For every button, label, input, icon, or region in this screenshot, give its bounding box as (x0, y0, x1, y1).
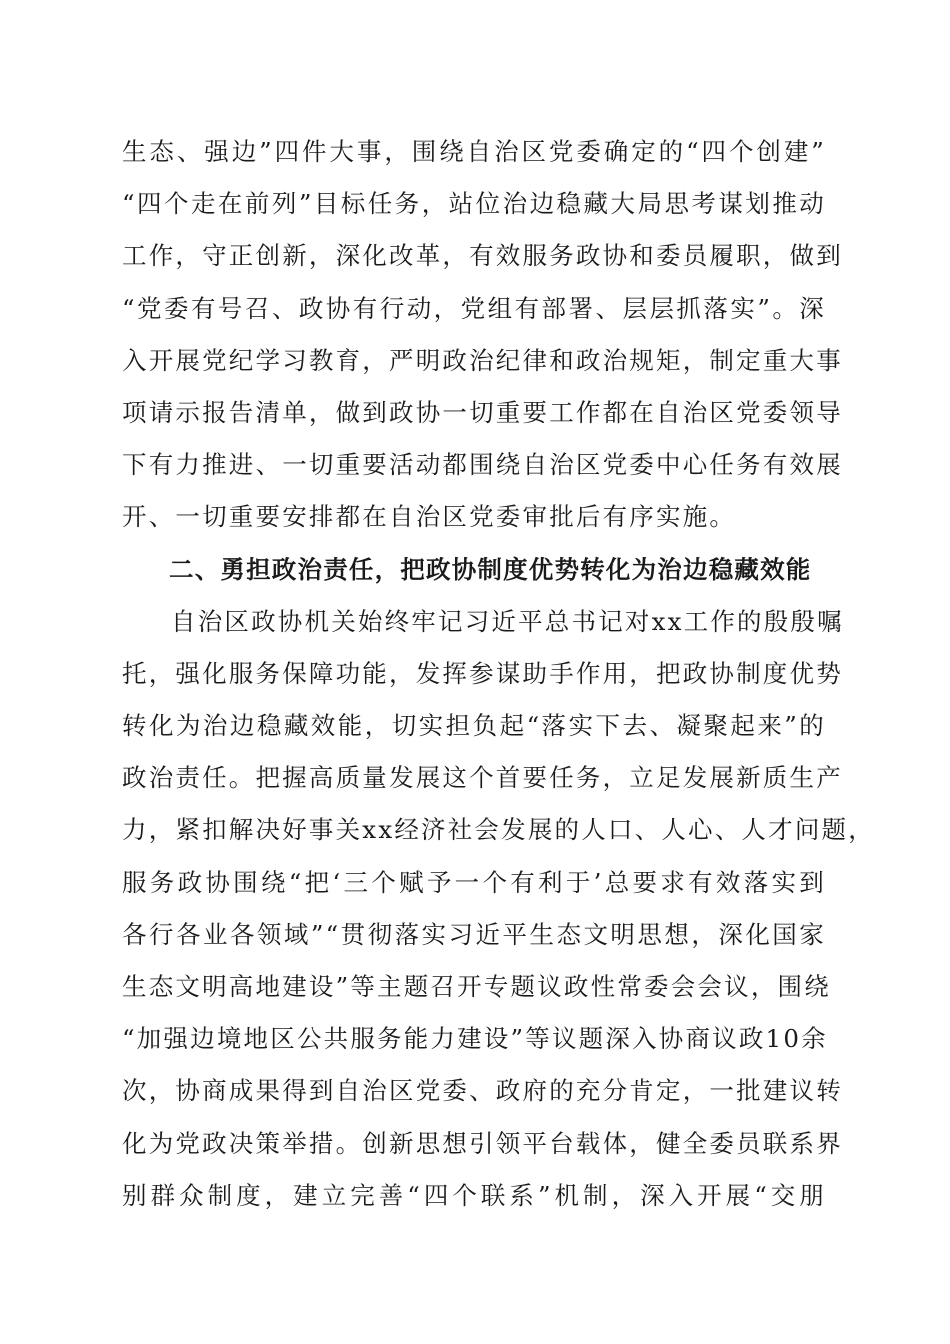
paragraph-line: 下有力推进、一切重要活动都围绕自治区党委中心任务有效展 (122, 450, 843, 480)
paragraph-line: 生态文明高地建设”等主题召开专题议政性常委会会议，围绕 (122, 972, 831, 1001)
paragraph-line: “党委有号召、政协有行动，党组有部署、层层抓落实”。深 (122, 293, 826, 323)
paragraph-line: 服务政协围绕“把‘三个赋予一个有利于’总要求有效落实到 (122, 867, 826, 897)
section-heading: 二、勇担政治责任，把政协制度优势转化为治边稳藏效能 (169, 554, 812, 584)
paragraph-line: 自治区政协机关始终牢记习近平总书记对xx工作的殷殷嘱 (171, 606, 844, 636)
paragraph-line: 转化为治边稳藏效能，切实担负起“落实下去、凝聚起来”的 (122, 711, 826, 741)
paragraph-line: 入开展党纪学习教育，严明政治纪律和政治规矩，制定重大事 (122, 345, 843, 375)
paragraph-line: 力，紧扣解决好事关xx经济社会发展的人口、人心、人才问题， (122, 815, 875, 845)
paragraph-line: 托，强化服务保障功能，发挥参谋助手作用，把政协制度优势 (122, 658, 843, 688)
paragraph-line: 次，协商成果得到自治区党委、政府的充分肯定，一批建议转 (122, 1076, 843, 1106)
paragraph-line: 项请示报告清单，做到政协一切重要工作都在自治区党委领导 (122, 397, 843, 427)
paragraph-line: “四个走在前列”目标任务，站位治边稳藏大局思考谋划推动 (122, 189, 826, 219)
paragraph-line: 各行各业各领域”“贯彻落实习近平生态文明思想，深化国家 (122, 919, 826, 949)
paragraph-line: 工作，守正创新，深化改革，有效服务政协和委员履职，做到 (122, 241, 843, 271)
paragraph-line: 别群众制度，建立完善“四个联系”机制，深入开展“交朋 (122, 1180, 826, 1210)
paragraph-line: 化为党政决策举措。创新思想引领平台载体，健全委员联系界 (122, 1128, 843, 1158)
document-body (122, 126, 875, 1222)
paragraph-line: 政治责任。把握高质量发展这个首要任务，立足发展新质生产 (122, 763, 843, 793)
paragraph-line: 生态、强边”四件大事，围绕自治区党委确定的“四个创建” (122, 137, 826, 166)
paragraph-line: 开、一切重要安排都在自治区党委审批后有序实施。 (122, 502, 737, 532)
paragraph-line: “加强边境地区公共服务能力建设”等议题深入协商议政10余 (122, 1024, 828, 1054)
